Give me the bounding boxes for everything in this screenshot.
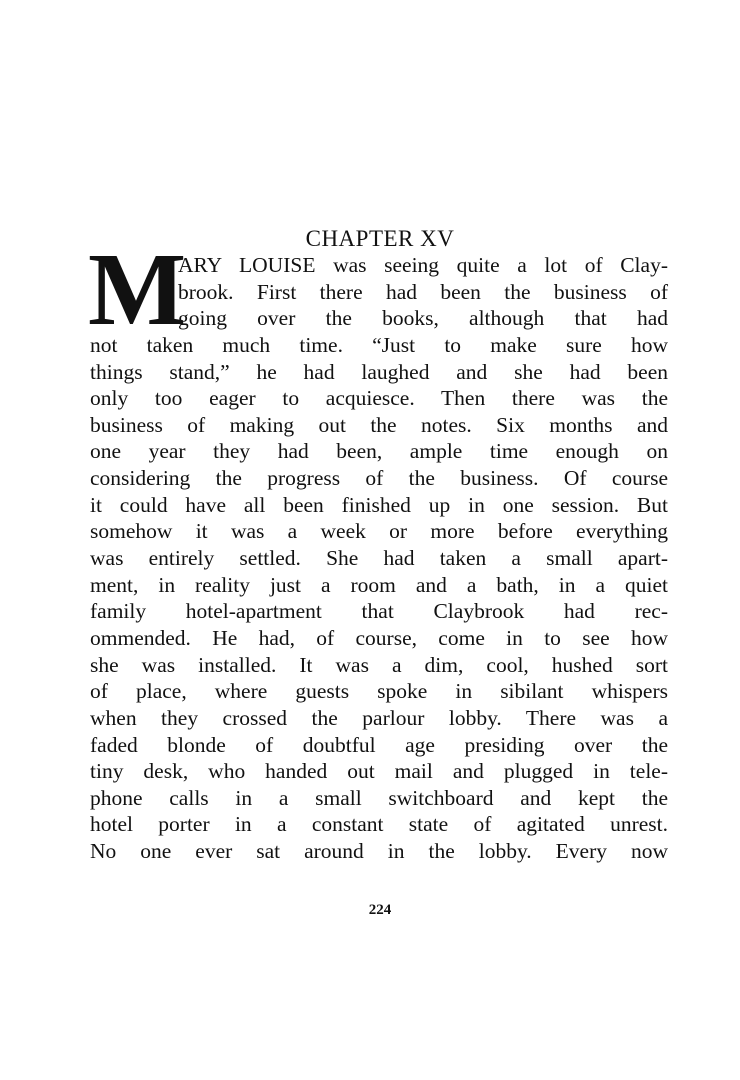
text-line: when they crossed the parlour lobby. There was a <box>90 705 668 730</box>
text-line: of place, where guests spoke in sibilant whispers <box>90 679 668 704</box>
text-line: one year they had been, ample time enough on <box>90 439 668 464</box>
text-line: business of making out the notes. Six months and <box>90 412 668 437</box>
text-line: going over the books, although that had <box>178 306 668 331</box>
text-line: it could have all been finished up in one session. But <box>90 492 668 517</box>
text-line: ARY LOUISE was seeing quite a lot of Clay- <box>178 253 668 277</box>
chapter-heading: CHAPTER XV <box>305 226 455 251</box>
text-line: ommended. He had, of course, come in to see how <box>90 625 668 650</box>
drop-cap: M <box>88 232 187 347</box>
text-line: not taken much time. “Just to make sure how <box>90 332 668 357</box>
text-line: was entirely settled. She had taken a small apart- <box>90 546 668 571</box>
text-line: phone calls in a small switchboard and kept the <box>90 785 668 810</box>
text-line: only too eager to acquiesce. Then there was the <box>90 386 668 411</box>
body-text <box>90 252 668 865</box>
text-line: family hotel-apartment that Claybrook had rec- <box>90 599 668 624</box>
text-line: faded blonde of doubtful age presiding over the <box>90 732 668 757</box>
text-line: hotel porter in a constant state of agitated unrest. <box>90 812 668 837</box>
text-line: she was installed. It was a dim, cool, hushed sort <box>90 652 668 677</box>
text-line: considering the progress of the business. Of course <box>90 466 668 491</box>
text-line: things stand,” he had laughed and she had been <box>90 359 668 384</box>
text-line: No one ever sat around in the lobby. Every now <box>90 839 668 864</box>
text-line: ment, in reality just a room and a bath, in a quiet <box>90 572 668 597</box>
text-line: brook. First there had been the business of <box>178 279 668 304</box>
page-number: 224 <box>368 902 392 918</box>
text-line: tiny desk, who handed out mail and plugged in tele- <box>90 759 668 784</box>
text-line: somehow it was a week or more before everything <box>90 519 668 544</box>
